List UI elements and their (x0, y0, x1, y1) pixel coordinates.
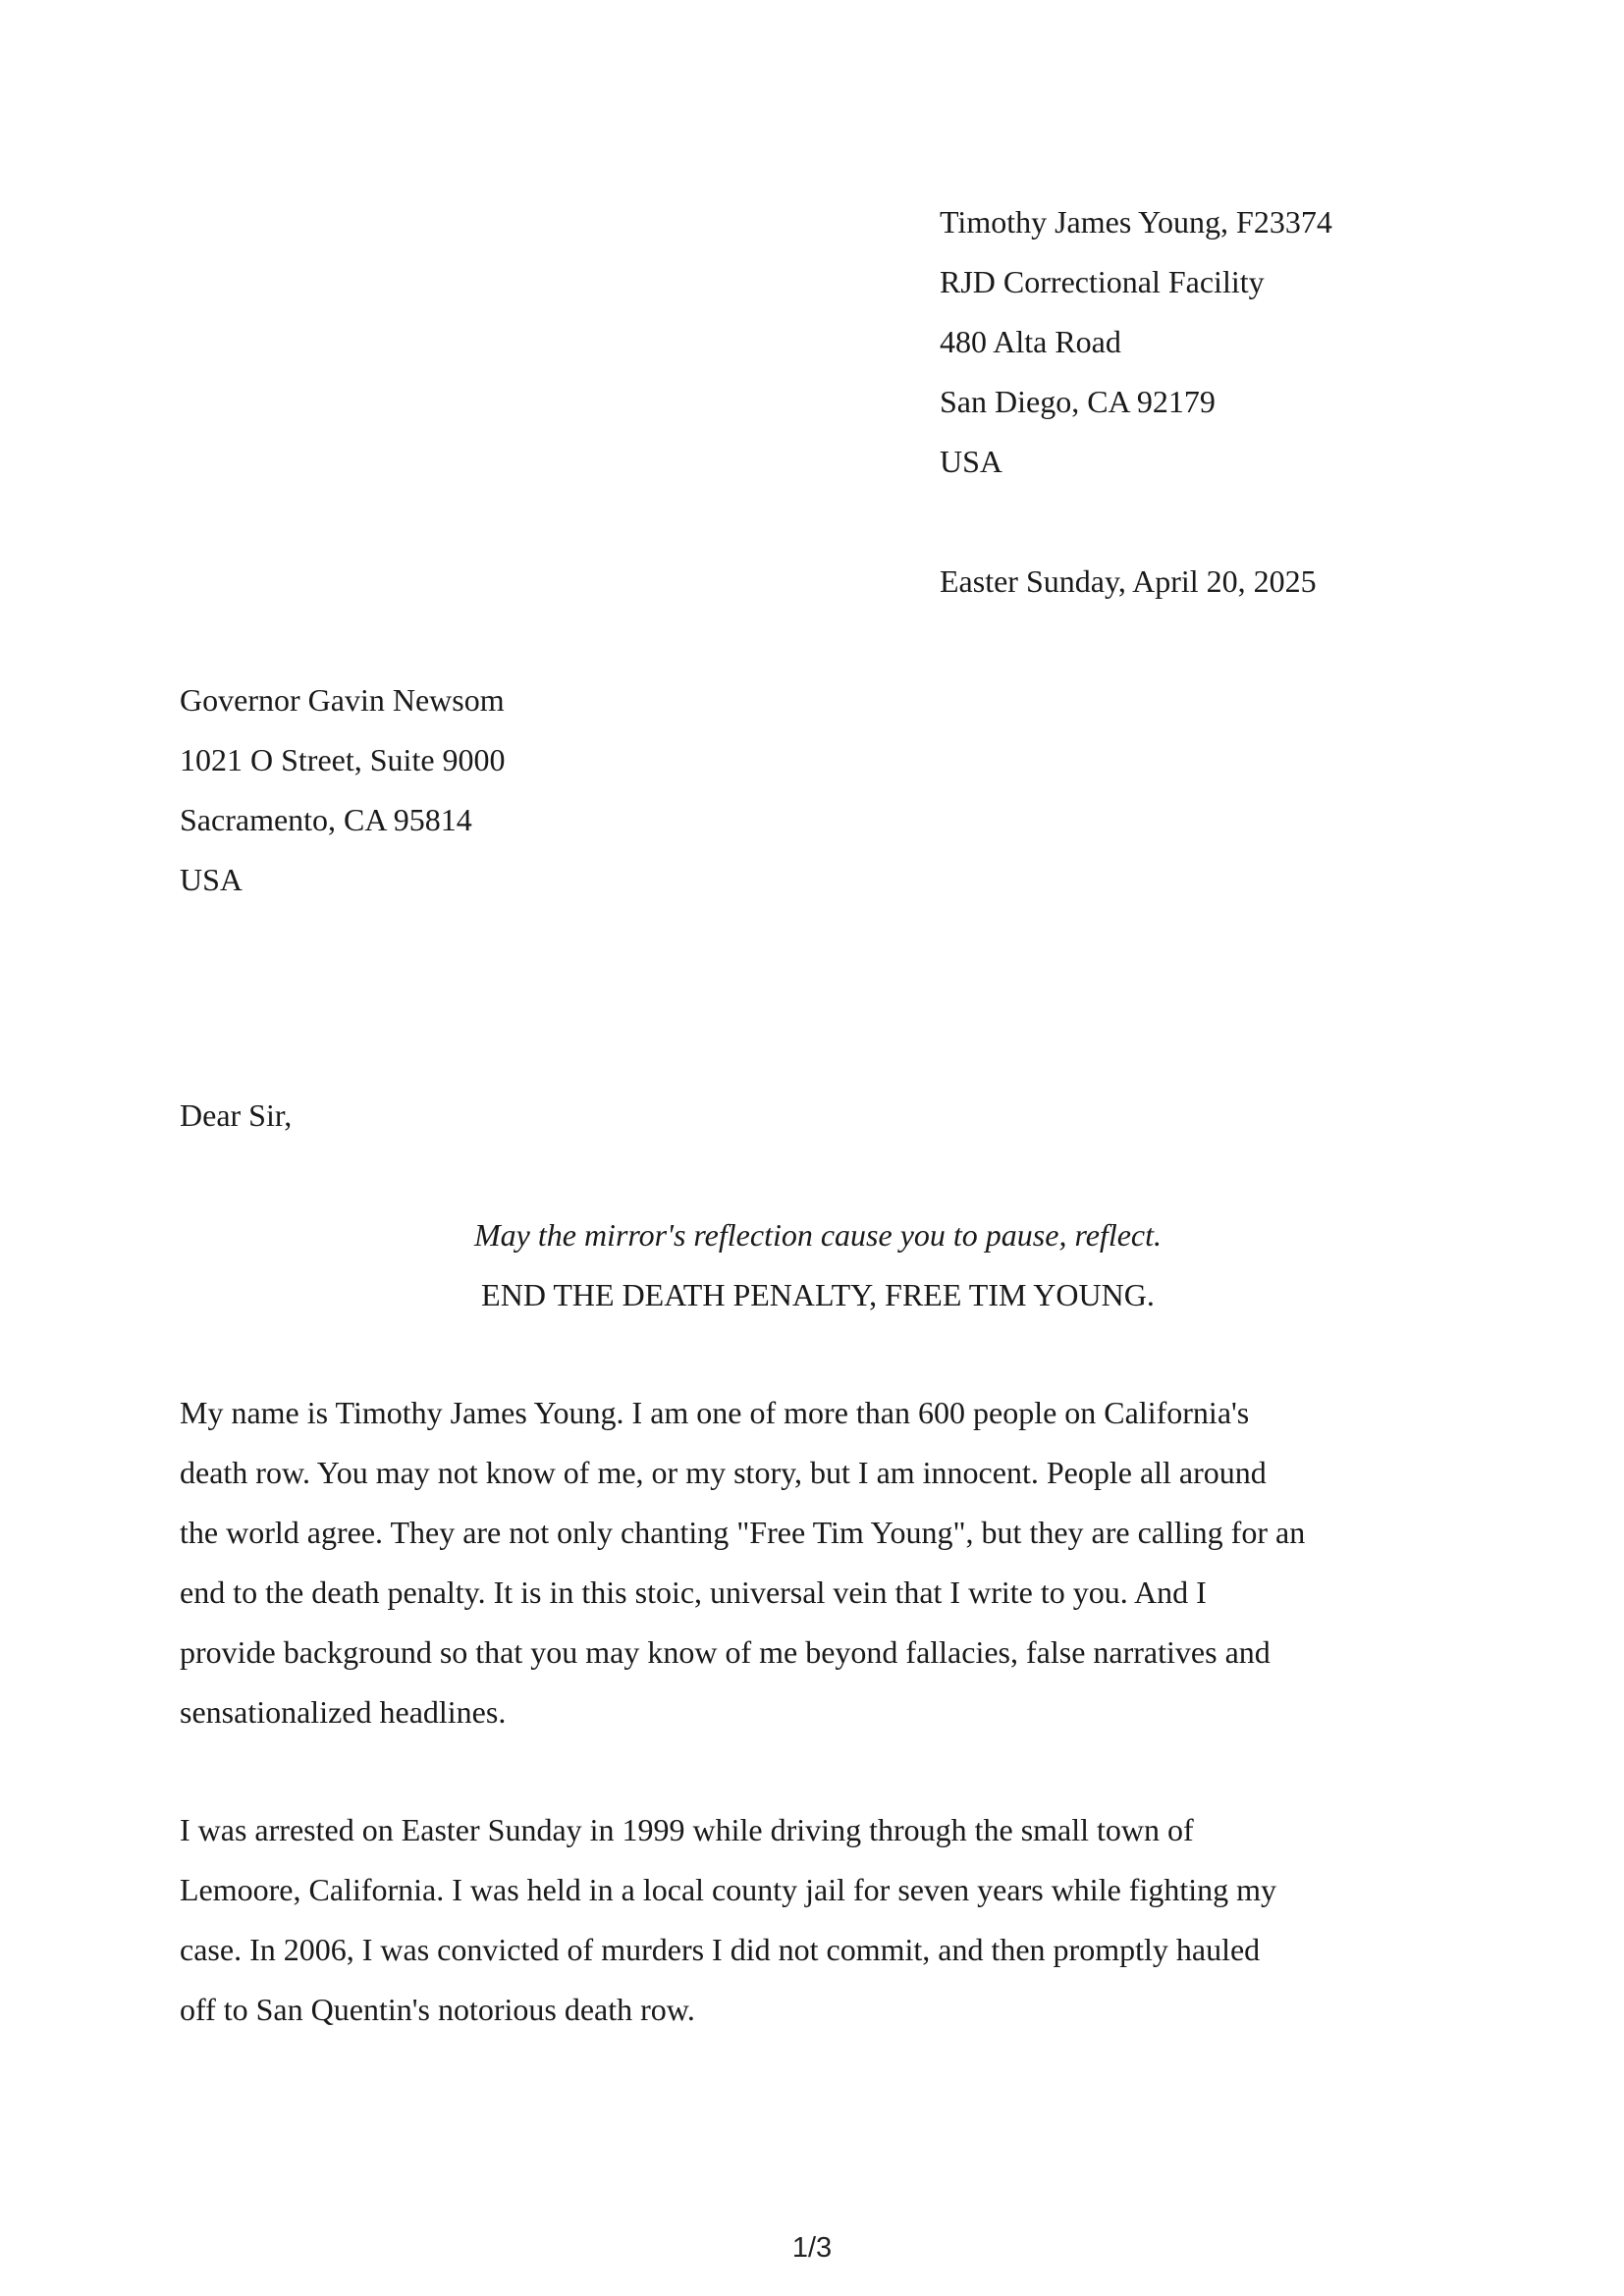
paragraph-line: the world agree. They are not only chanting "Free Tim Young", but they are calling for an (180, 1515, 1306, 1550)
sender-city: San Diego, CA 92179 (940, 384, 1216, 419)
recipient-name: Governor Gavin Newsom (180, 682, 505, 718)
body-paragraph-2 (180, 1800, 1456, 2040)
recipient-address-block (180, 670, 506, 910)
sender-country: USA (940, 444, 1003, 479)
epigraph (180, 1205, 1456, 1325)
page-number: 1/3 (791, 2232, 833, 2264)
paragraph-line: sensationalized headlines. (180, 1694, 507, 1730)
recipient-city: Sacramento, CA 95814 (180, 802, 472, 837)
paragraph-line: provide background so that you may know of me beyond fallacies, false narratives and (180, 1634, 1271, 1670)
sender-facility: RJD Correctional Facility (940, 264, 1265, 299)
paragraph-line: My name is Timothy James Young. I am one of more than 600 people on California's (180, 1395, 1250, 1430)
paragraph-line: I was arrested on Easter Sunday in 1999 while driving through the small town of (180, 1812, 1194, 1847)
sender-name: Timothy James Young, F23374 (940, 204, 1332, 240)
epigraph-line-1: May the mirror's reflection cause you to pause, reflect. (473, 1217, 1162, 1253)
sender-address-block (940, 192, 1332, 492)
paragraph-line: Lemoore, California. I was held in a local county jail for seven years while fighting my (180, 1872, 1276, 1907)
body-paragraph-1 (180, 1383, 1456, 1742)
recipient-country: USA (180, 862, 244, 897)
sender-street: 480 Alta Road (940, 324, 1121, 359)
paragraph-line: case. In 2006, I was convicted of murders I did not commit, and then promptly hauled (180, 1932, 1261, 1967)
salutation: Dear Sir, (180, 1097, 293, 1133)
paragraph-line: end to the death penalty. It is in this stoic, universal vein that I write to you. And I (180, 1575, 1207, 1610)
paragraph-line: death row. You may not know of me, or my story, but I am innocent. People all around (180, 1455, 1267, 1490)
letter-date: Easter Sunday, April 20, 2025 (940, 563, 1317, 599)
paragraph-line: off to San Quentin's notorious death row. (180, 1992, 695, 2027)
recipient-street: 1021 O Street, Suite 9000 (180, 742, 506, 777)
epigraph-line-2: END THE DEATH PENALTY, FREE TIM YOUNG. (481, 1277, 1155, 1312)
